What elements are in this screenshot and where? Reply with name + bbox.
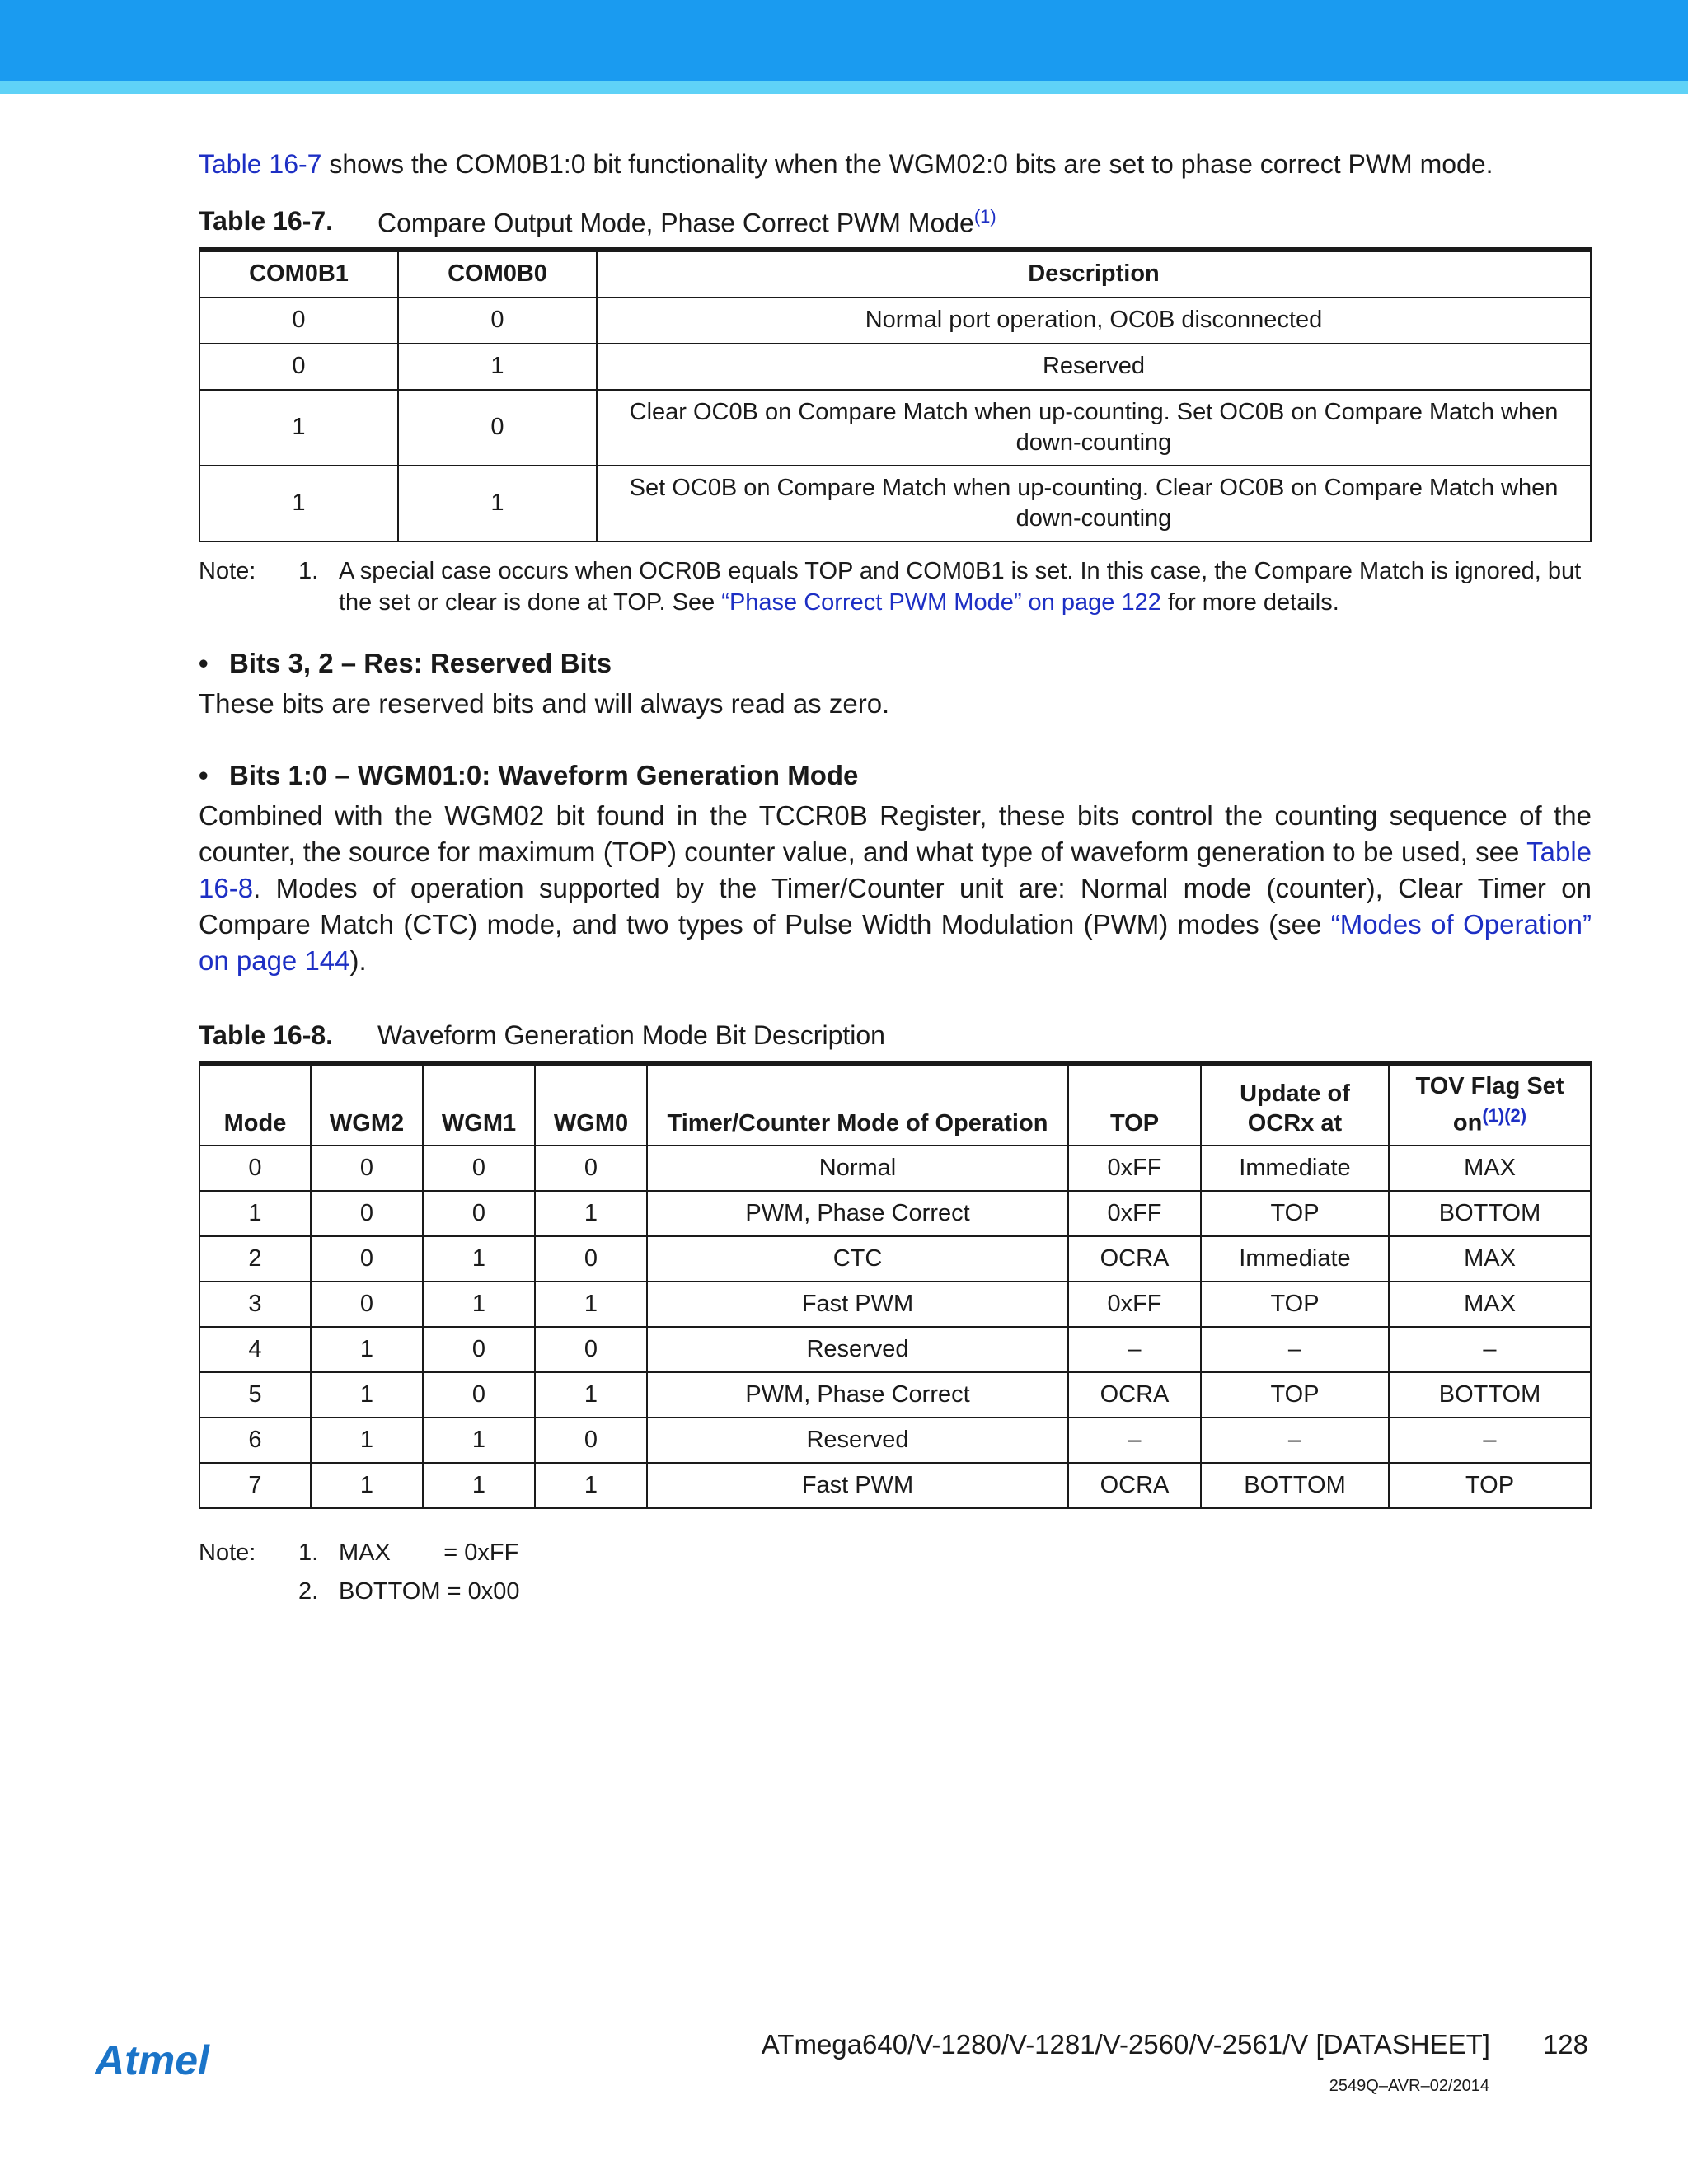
table7-header: COM0B1 — [199, 250, 398, 298]
header-stripe — [0, 81, 1688, 94]
logo-wordmark: Atmel — [95, 2038, 209, 2083]
table-cell: 7 — [199, 1463, 311, 1508]
table-cell: MAX — [1389, 1282, 1591, 1327]
table-cell: Reserved — [597, 344, 1591, 390]
table8-header: WGM0 — [535, 1063, 647, 1146]
note-number: 2. — [298, 1577, 319, 1605]
table-cell: PWM, Phase Correct — [647, 1191, 1068, 1236]
table-cell: 1 — [398, 466, 597, 541]
modes-of-operation-link[interactable]: “Modes of Operation” on page 144 — [199, 908, 1592, 976]
table-cell: BOTTOM — [1389, 1372, 1591, 1418]
atmel-logo — [95, 2038, 239, 2087]
footer-title — [762, 2029, 1588, 2060]
table-16-7-link[interactable]: Table 16-7 — [199, 149, 322, 179]
table-16-7-note — [199, 555, 1592, 618]
table-cell: 0 — [535, 1146, 647, 1191]
table-cell: 0 — [311, 1282, 423, 1327]
table-row — [199, 1327, 1591, 1372]
table-cell: MAX — [1389, 1146, 1591, 1191]
table-cell: 0 — [423, 1191, 535, 1236]
table-cell: 0 — [199, 1146, 311, 1191]
bullet-icon: • — [199, 759, 209, 790]
table-cell: 1 — [311, 1327, 423, 1372]
table-row — [199, 1372, 1591, 1418]
table-16-8-number: Table 16-8. — [199, 1019, 334, 1050]
table-cell: Fast PWM — [647, 1463, 1068, 1508]
table-16-8-caption — [199, 1020, 1592, 1051]
table-row — [199, 1418, 1591, 1463]
table-cell: 6 — [199, 1418, 311, 1463]
table-cell: 0 — [398, 390, 597, 466]
table-cell: – — [1201, 1327, 1389, 1372]
table-cell: BOTTOM — [1389, 1191, 1591, 1236]
table-cell: 0 — [423, 1146, 535, 1191]
tov-footnote-ref[interactable]: (1) — [1482, 1105, 1505, 1126]
table8-header: Mode — [199, 1063, 311, 1146]
table-cell: TOP — [1201, 1372, 1389, 1418]
table-row — [199, 1191, 1591, 1236]
table-cell: 1 — [398, 344, 597, 390]
phase-correct-pwm-link[interactable]: “Phase Correct PWM Mode” on page 122 — [721, 588, 1161, 616]
table-cell: Normal port operation, OC0B disconnected — [597, 298, 1591, 344]
table-cell: 0xFF — [1068, 1191, 1201, 1236]
table-cell: – — [1389, 1327, 1591, 1372]
table-cell: 0 — [199, 344, 398, 390]
table-cell: 0 — [199, 298, 398, 344]
table8-header-tov: TOV Flag Set $on^{(1)(2)}$ — [1389, 1063, 1591, 1146]
document-id: 2549Q–AVR–02/2014 — [1329, 2077, 1489, 2095]
table-cell: 0 — [311, 1146, 423, 1191]
table-cell: 1 — [535, 1282, 647, 1327]
document-title: ATmega640/V-1280/V-1281/V-2560/V-2561/V [DATASHEET] — [761, 2029, 1490, 2060]
note-text: MAX = 0xFF — [339, 1539, 519, 1566]
note-label: Note: — [199, 1539, 256, 1566]
table8-header: TOP — [1068, 1063, 1201, 1146]
table-cell: OCRA — [1068, 1372, 1201, 1418]
table-16-7-title: Compare Output Mode, Phase Correct PWM Mode$^{(1)}$ — [377, 206, 996, 238]
table-cell: 4 — [199, 1327, 311, 1372]
table-row — [199, 1236, 1591, 1282]
table-cell: 1 — [535, 1463, 647, 1508]
table-cell: CTC — [647, 1236, 1068, 1282]
tov-footnote-ref[interactable]: (2) — [1504, 1105, 1527, 1126]
table-cell: 0xFF — [1068, 1146, 1201, 1191]
header-band — [0, 0, 1688, 81]
bits-1-0-text: Combined with the WGM02 bit found in the TCCR0B Register, these bits control the counting sequence of the counter, the source for maximum (TOP) counter value, and what type of waveform generation to be used, see Table 16-8. Modes of operation supported by the Timer/Counter unit are: Normal mode (counter), Clear Timer on Compare Match (CTC) mode, and two types of Pulse Width Modulation (PWM) modes (see “Modes of Operation” on page 144). — [199, 799, 1592, 976]
table-16-7 — [199, 247, 1592, 542]
table-cell: 2 — [199, 1236, 311, 1282]
table-cell: BOTTOM — [1201, 1463, 1389, 1508]
bullet-icon: • — [199, 647, 209, 678]
table-cell: 0 — [535, 1327, 647, 1372]
table-cell: 1 — [311, 1463, 423, 1508]
note-number: 1. — [298, 1539, 319, 1566]
table-row — [199, 390, 1591, 466]
table-cell: 1 — [311, 1372, 423, 1418]
table-cell: 1 — [423, 1418, 535, 1463]
table-cell: Reserved — [647, 1327, 1068, 1372]
table-row — [199, 1282, 1591, 1327]
page-content — [199, 140, 1592, 1611]
note-number: 1. — [298, 557, 319, 584]
table-cell: 1 — [423, 1236, 535, 1282]
table-cell: OCRA — [1068, 1463, 1201, 1508]
table-cell: Reserved — [647, 1418, 1068, 1463]
table-cell: 0 — [398, 298, 597, 344]
table-cell: 0 — [423, 1372, 535, 1418]
table-16-8 — [199, 1061, 1592, 1509]
table-cell: Normal — [647, 1146, 1068, 1191]
table-16-8-notes — [199, 1534, 1592, 1611]
table-cell: – — [1389, 1418, 1591, 1463]
table-cell: TOP — [1201, 1191, 1389, 1236]
table-cell: – — [1201, 1418, 1389, 1463]
table-cell: 0 — [423, 1327, 535, 1372]
bits-3-2-text: These bits are reserved bits and will always read as zero. — [199, 687, 890, 719]
intro-paragraph — [199, 145, 1592, 183]
table-row — [199, 298, 1591, 344]
table-cell: OCRA — [1068, 1236, 1201, 1282]
table-cell: 3 — [199, 1282, 311, 1327]
note-line — [199, 1534, 1592, 1572]
table7-header: COM0B0 — [398, 250, 597, 298]
table-cell: Immediate — [1201, 1236, 1389, 1282]
table8-header: WGM2 — [311, 1063, 423, 1146]
table-cell: 0 — [311, 1191, 423, 1236]
note-text: BOTTOM = 0x00 — [339, 1577, 520, 1605]
table-cell: PWM, Phase Correct — [647, 1372, 1068, 1418]
table-cell: 1 — [423, 1282, 535, 1327]
note-text: A special case occurs when OCR0B equals TOP and COM0B1 is set. In this case, the Compare Match is ignored, but the set or clear is done at TOP. See “Phase Correct PWM Mode” on page 122 for more details. — [339, 557, 1582, 616]
table-cell: Set OC0B on Compare Match when up-counting. Clear OC0B on Compare Match when down-counting — [597, 466, 1591, 541]
table-row — [199, 466, 1591, 541]
table-cell: 1 — [199, 466, 398, 541]
table-16-8-link[interactable]: Table 16-8 — [199, 836, 1592, 903]
table-row — [199, 1463, 1591, 1508]
table-16-8-body — [199, 1146, 1591, 1508]
page-number: 128 — [1542, 2029, 1588, 2060]
table8-header: WGM1 — [423, 1063, 535, 1146]
table-cell: 1 — [535, 1191, 647, 1236]
table-row — [199, 1146, 1591, 1191]
table-16-7-number: Table 16-7. — [199, 206, 334, 236]
table-cell: – — [1068, 1418, 1201, 1463]
table-cell: MAX — [1389, 1236, 1591, 1282]
note-line — [199, 1572, 1592, 1611]
table-cell: 1 — [199, 1191, 311, 1236]
table-cell: Fast PWM — [647, 1282, 1068, 1327]
table-cell: 5 — [199, 1372, 311, 1418]
table-cell: 0 — [535, 1418, 647, 1463]
table8-header: Timer/Counter Mode of Operation — [647, 1063, 1068, 1146]
table-cell: Clear OC0B on Compare Match when up-counting. Set OC0B on Compare Match when down-counting — [597, 390, 1591, 466]
table-row — [199, 344, 1591, 390]
table-16-8-title: Waveform Generation Mode Bit Description — [377, 1019, 885, 1050]
table-16-7-footnote-ref[interactable]: (1) — [973, 206, 996, 227]
table-cell: 1 — [199, 390, 398, 466]
bits-1-0-heading: • Bits 1:0 – WGM01:0: Waveform Generation Mode — [199, 759, 859, 790]
table-cell: 0 — [535, 1236, 647, 1282]
bits-3-2-heading: • Bits 3, 2 – Res: Reserved Bits — [199, 647, 612, 678]
note-label: Note: — [199, 557, 256, 584]
table7-header: Description — [597, 250, 1591, 298]
table-cell: 1 — [535, 1372, 647, 1418]
table-cell: Immediate — [1201, 1146, 1389, 1191]
table-cell: 0 — [311, 1236, 423, 1282]
table-cell: 0xFF — [1068, 1282, 1201, 1327]
intro-text: shows the COM0B1:0 bit functionality when the WGM02:0 bits are set to phase correct PWM mode. — [321, 149, 1493, 179]
table8-header: Update of OCRx at — [1201, 1063, 1389, 1146]
table-cell: TOP — [1389, 1463, 1591, 1508]
table-cell: 1 — [423, 1463, 535, 1508]
table-cell: TOP — [1201, 1282, 1389, 1327]
table-16-7-caption — [199, 206, 1592, 239]
table-cell: 1 — [311, 1418, 423, 1463]
table-cell: – — [1068, 1327, 1201, 1372]
